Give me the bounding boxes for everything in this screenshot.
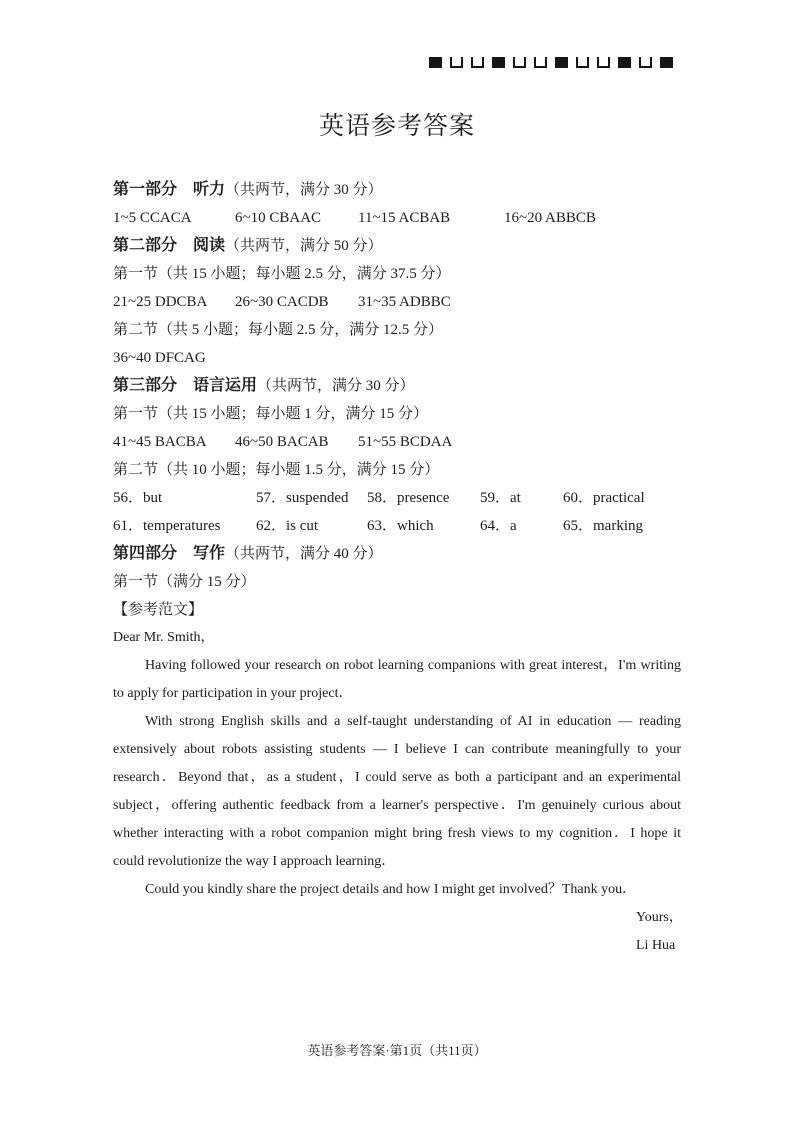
answer-group-16-20: 16~20 ABBCB (504, 210, 596, 226)
answer-group-6-10: 6~10 CBAAC (235, 210, 322, 226)
answer-65: 65．marking (563, 518, 643, 534)
hollow-square-mark (576, 57, 589, 68)
part2-section1-note: 第一节（共 15 小题；每小题 2.5 分，满分 37.5 分） (113, 266, 451, 282)
answer-group-31-35: 31~35 ADBBC (358, 294, 451, 310)
filled-square-mark (555, 57, 568, 68)
part1-note: （共两节，满分 30 分） (225, 182, 383, 198)
answer-group-26-30: 26~30 CACDB (235, 294, 329, 310)
part4-label: 第四部分 写作 (113, 545, 226, 562)
answer-group-46-50: 46~50 BACAB (235, 434, 329, 450)
letter-paragraph-2: With strong English skills and a self-taught understanding of AI in education — reading extensively about robots assisting students — I believe I can contribute meaningfully to your research．Beyond that，as a student，I could serve as both a participant and an experimental subject，offering authentic feedback from a learner's perspective．I'm genuinely curious about whether interacting with a robot companion might bring fresh views to my cognition．I hope it could revolutionize the way I approach learning． (113, 714, 681, 869)
answer-58: 58．presence (367, 490, 450, 506)
answer-61: 61．temperatures (113, 518, 221, 534)
answer-62: 62．is cut (256, 518, 319, 534)
answer-key-content (113, 176, 681, 960)
part4-note: （共两节，满分 40 分） (225, 546, 383, 562)
page-title: 英语参考答案 (318, 113, 475, 140)
part2-heading (113, 232, 681, 260)
hollow-square-mark (513, 57, 526, 68)
answer-group-1-5: 1~5 CCACA (113, 210, 192, 226)
hollow-square-mark (471, 57, 484, 68)
part3-fill-answers-row-1 (113, 484, 681, 512)
letter-paragraph-1: Having followed your research on robot learning companions with great interest，I'm writing to apply for participation in your project． (113, 658, 681, 701)
part3-heading (113, 372, 681, 400)
answer-57: 57．suspended (256, 490, 349, 506)
part3-label: 第三部分 语言运用 (113, 377, 258, 394)
hollow-square-mark (450, 57, 463, 68)
part1-answers-row (113, 204, 681, 232)
answer-group-21-25: 21~25 DDCBA (113, 294, 208, 310)
filled-square-mark (429, 57, 442, 68)
letter-salutation: Dear Mr. Smith， (113, 630, 215, 645)
hollow-square-mark (597, 57, 610, 68)
part3-section1-answers-row (113, 428, 681, 456)
part4-heading (113, 540, 681, 568)
part4-section1-note: 第一节（满分 15 分） (113, 574, 256, 590)
part3-section1-note: 第一节（共 15 小题；每小题 1 分，满分 15 分） (113, 406, 429, 422)
answer-group-51-55: 51~55 BCDAA (358, 434, 453, 450)
answer-59: 59．at (480, 490, 521, 506)
letter-signature: Li Hua (636, 938, 676, 953)
answer-56: 56．but (113, 490, 163, 506)
part3-note: （共两节，满分 30 分） (257, 378, 415, 394)
letter-closing: Yours， (636, 910, 683, 925)
part3-section2-note: 第二节（共 10 小题；每小题 1.5 分，满分 15 分） (113, 462, 440, 478)
model-essay (113, 624, 681, 960)
part2-label: 第二部分 阅读 (113, 237, 226, 254)
part2-section2-note: 第二节（共 5 小题；每小题 2.5 分，满分 12.5 分） (113, 322, 444, 338)
page-footer: 英语参考答案·第1页（共11页） (307, 1043, 487, 1058)
filled-square-mark (660, 57, 673, 68)
model-essay-label: 【参考范文】 (113, 602, 204, 618)
part2-note: （共两节，满分 50 分） (225, 238, 383, 254)
answer-group-41-45: 41~45 BACBA (113, 434, 207, 450)
answer-63: 63．which (367, 518, 434, 534)
letter-paragraph-3: Could you kindly share the project details and how I might get involved？Thank you． (145, 882, 637, 897)
part1-heading (113, 176, 681, 204)
part2-section1-answers-row (113, 288, 681, 316)
answer-60: 60．practical (563, 490, 645, 506)
hollow-square-mark (534, 57, 547, 68)
hollow-square-mark (639, 57, 652, 68)
answer-64: 64．a (480, 518, 517, 534)
part2-section2-answers-row (113, 344, 681, 372)
part3-fill-answers-row-2 (113, 512, 681, 540)
registration-marks (429, 57, 673, 68)
answer-group-36-40: 36~40 DFCAG (113, 350, 206, 366)
filled-square-mark (618, 57, 631, 68)
part1-label: 第一部分 听力 (113, 181, 226, 198)
answer-group-11-15: 11~15 ACBAB (358, 210, 451, 226)
filled-square-mark (492, 57, 505, 68)
